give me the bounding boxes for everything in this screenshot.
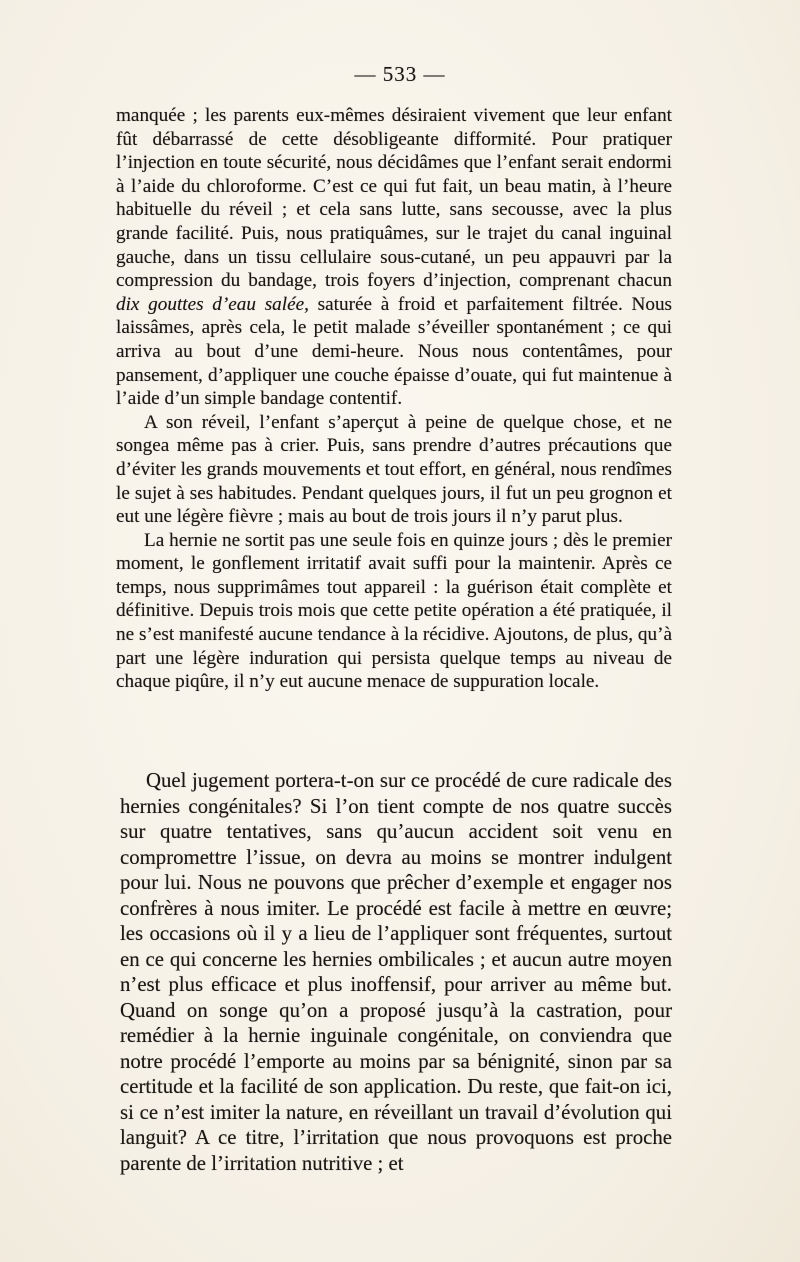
text-block-upper <box>116 104 672 694</box>
paragraph-case-description <box>116 104 672 411</box>
paragraph-judgment: Quel jugement portera-t-on sur ce procédé de cure radicale des hernies congénitales? Si l’on tient compte de nos quatre succès sur quatre tentatives, sans qu’aucun accident soit venu en compromettre l’issue, on devra au moins se montrer indulgent pour lui. Nous ne pouvons que prêcher d’exemple et engager nos confrères à nous imiter. Le procédé est facile à mettre en œuvre; les occasions où il y a lieu de l’appliquer sont fréquentes, surtout en ce qui concerne les hernies ombilicales ; et aucun autre moyen n’est plus efficace et plus inoffensif, pour arriver au même but. Quand on songe qu’on a proposé jusqu’à la castration, pour remédier à la hernie inguinale congénitale, on conviendra que notre procédé l’emporte au moins par sa bénignité, sinon par sa certitude et la facilité de son application. Du reste, que fait-on ici, si ce n’est imiter la nature, en réveillant un travail d’évolution qui languit? A ce titre, l’irritation que nous provoquons est proche parente de l’irritation nutritive ; et <box>120 769 672 1175</box>
italic-dose-phrase: dix gouttes d’eau salée, <box>116 293 309 315</box>
paragraph-case-description-start: manquée ; les parents eux-mêmes désiraient vivement que leur enfant fût débarrassé de cette désobligeante difformité. Pour pratiquer l’injection en toute sécurité, nous décidâmes que l’enfant serait endormi à l’aide du chloroforme. C’est ce qui fut fait, un beau matin, à l’heure habituelle du réveil ; et cela sans lutte, sans secousse, avec la plus grande facilité. Puis, nous pratiquâmes, sur le trajet du canal inguinal gauche, dans un tissu cellulaire sous-cutané, un peu appauvri par la compression du bandage, trois foyers d’injection, comprenant chacun <box>116 105 672 292</box>
paragraph-case-description-end: saturée à froid et parfaitement filtrée. Nous laissâmes, après cela, le petit malade s’éveiller spontanément ; ce qui arriva au bout d’une demi-heure. Nous nous contentâmes, pour pansement, d’appliquer une couche épaisse d’ouate, qui fut maintenue à l’aide d’un simple bandage contentif. <box>116 293 673 410</box>
paragraph-outcome: La hernie ne sortit pas une seule fois en quinze jours ; dès le premier moment, le gonflement irritatif avait suffi pour la maintenir. Après ce temps, nous supprimâmes tout appareil : la guérison était complète et définitive. Depuis trois mois que cette petite opération a été pratiquée, il ne s’est manifesté aucune tendance à la récidive. Ajoutons, de plus, qu’à part une légère induration qui persista quelque temps au niveau de chaque piqûre, il n’y eut aucune menace de suppuration locale. <box>116 529 672 693</box>
page-number: — 533 — <box>354 62 446 86</box>
paragraph-awakening: A son réveil, l’enfant s’aperçut à peine de quelque chose, et ne songea même pas à crier. Puis, sans prendre d’autres précautions que d’éviter les grands mouvements et tout effort, en général, nous rendîmes le sujet à ses habitudes. Pendant quelques jours, il fut un peu grognon et eut une légère fièvre ; mais au bout de trois jours il n’y parut plus. <box>116 411 672 528</box>
text-block-lower <box>120 768 672 1176</box>
